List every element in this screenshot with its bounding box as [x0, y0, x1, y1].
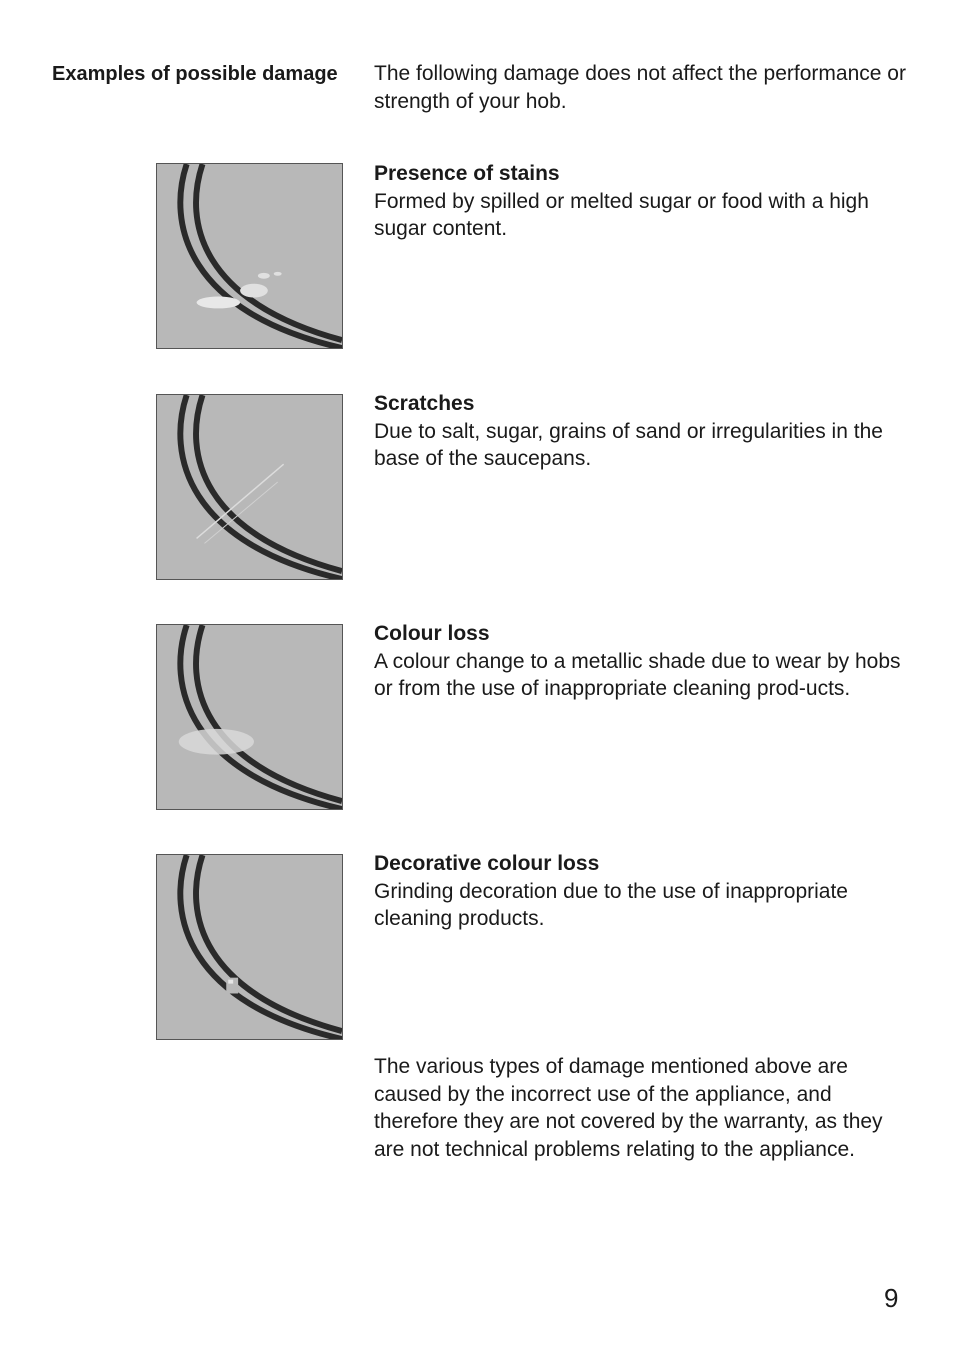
colour-loss-text [374, 620, 914, 703]
scratches-illustration [156, 394, 343, 580]
scratches-text [374, 390, 914, 473]
page-number: 9 [884, 1283, 899, 1313]
intro-text: The following damage does not affect the performance or strength of your hob. [374, 62, 906, 113]
item-description: Due to salt, sugar, grains of sand or irregularities in the base of the saucepans. [374, 419, 883, 470]
warranty-note: The various types of damage mentioned above are caused by the incorrect use of the appliance, and therefore they are not covered by the warranty, as they are not technical problems relating to the appliance. [374, 1055, 883, 1161]
item-title: Scratches [374, 392, 475, 415]
item-description: Grinding decoration due to the use of inappropriate cleaning products. [374, 879, 848, 930]
item-title: Presence of stains [374, 162, 560, 185]
colour-loss-illustration [156, 624, 343, 810]
item-title: Colour loss [374, 622, 490, 645]
item-description: Formed by spilled or melted sugar or food with a high sugar content. [374, 189, 869, 240]
stains-illustration [156, 163, 343, 349]
decorative-colour-loss-illustration [156, 854, 343, 1040]
stains-text [374, 160, 914, 243]
item-title: Decorative colour loss [374, 852, 600, 875]
item-description: A colour change to a metallic shade due to wear by hobs or from the use of inappropriate cleaning prod-ucts. [374, 649, 901, 700]
section-heading: Examples of possible damage [52, 63, 338, 85]
decorative-colour-loss-text [374, 850, 914, 933]
